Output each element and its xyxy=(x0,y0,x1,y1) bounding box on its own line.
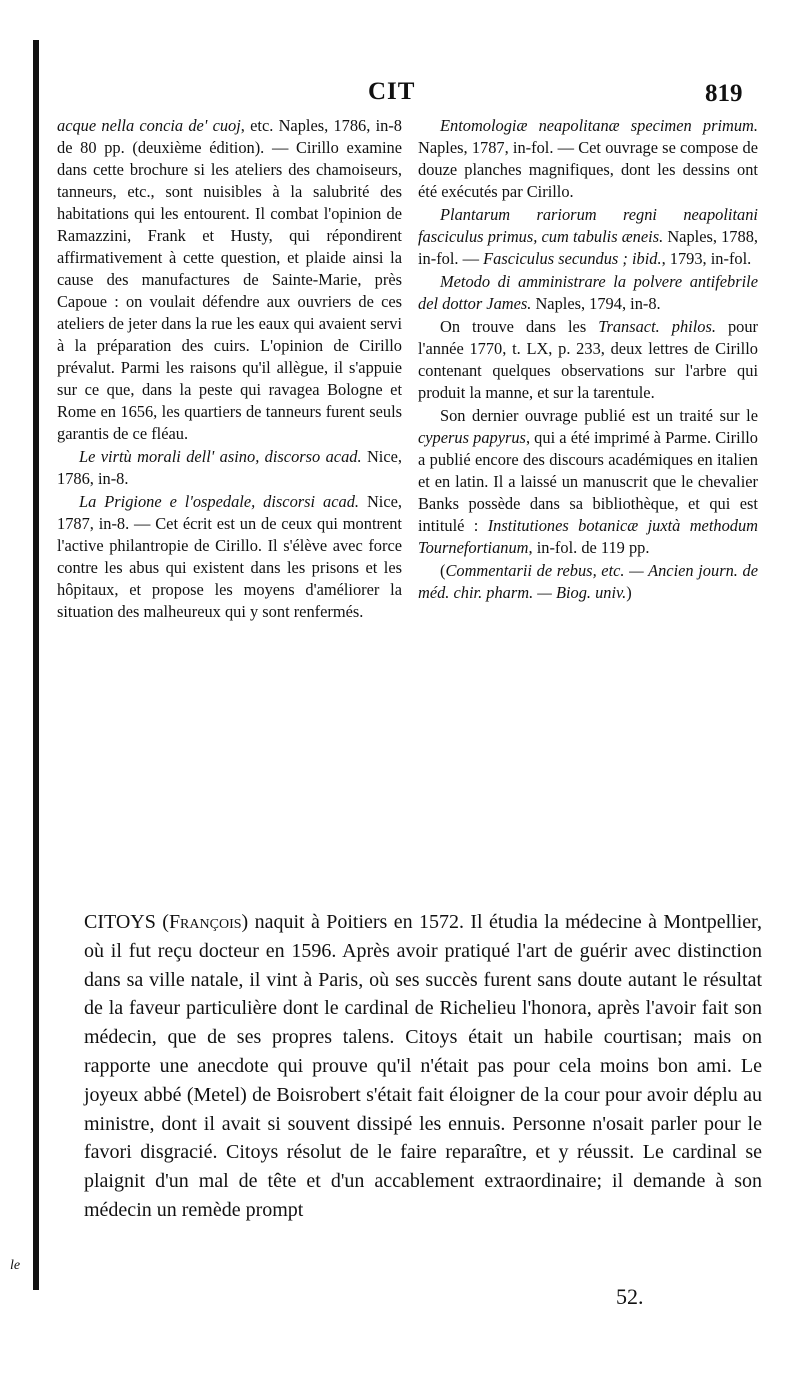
article-citoys: CITOYS (François) naquit à Poitiers en 1572. Il étudia la médecine à Montpellier, où il fut reçu docteur en 1596. Après avoir pratiqué l'art de guérir avec distinction dans sa ville natale, il vint à Paris, où ses succès furent sans doute autant le résultat de la faveur particulière dont le cardinal de Richelieu l'honora, après l'avoir fait son médecin, que de ses propres talens. Citoys était un habile courtisan; mais on rapporte une anecdote qui prouve qu'il n'était pas pour cela moins bon ami. Le joyeux abbé (Metel) de Boisrobert s'était fait éloigner de la cour pour avoir déplu au ministre, dont il avait si souvent dissipé les ennuis. Personne n'osait parler pour le favori disgracié. Citoys résolut de le faire reparaître, et y réussit. Le cardinal se plaignit d'un mal de tête et d'un accablement extraordinaire; il demande à son médecin un remède prompt xyxy=(84,911,762,1221)
entry-text: , qui a été imprimé à Parme. Cirillo a publié encore des discours académiques en italien et en latin. Il a laissé un manuscrit que le chevalier Banks possède dans sa bibliothèque, et qui est intitulé : xyxy=(418,428,758,535)
entry-text: pour l'année 1770, t. LX, p. 233, deux lettres de Cirillo contenant quelques observations sur l'arbre qui produit la manne, et sur la tarentule. xyxy=(418,317,758,402)
entry-text: Naples, 1787, in-fol. — Cet ouvrage se compose de douze planches magnifiques, dont les dessins ont été exécutés par Cirillo. xyxy=(418,138,758,201)
entry-text: , etc. Naples, 1786, in-8 de 80 pp. (deuxième édition). — Cirillo examine dans cette brochure si les ateliers des chamoiseurs, tanneurs, etc., sont nuisibles à la salubrité des habitations qui les entourent. Il combat l'opinion de Ramazzini, Frank et Husty, qui répondirent affirmativement à cette question, et plaide ainsi la cause des manufactures de Sainte-Marie, près Capoue : on voulait défendre aux ouvriers de ces ateliers de jeter dans la rue les eaux qui avaient servi à la préparation des cuirs. L'opinion de Cirillo prévalut. Parmi les raisons qu'il allègue, il s'appuie sur ce que, dans la peste qui ravagea Bologne et Rome en 1656, les quartiers de tanneurs furent seuls garantis de ce fléau. xyxy=(57,116,402,443)
entry-paragraph xyxy=(57,491,402,623)
italic-title: Fasciculus secundus ; ibid. xyxy=(483,249,662,268)
entry-paragraph xyxy=(418,271,758,315)
italic-title: Entomologiæ neapolitanæ specimen primum. xyxy=(440,116,758,135)
entry-text: , in-fol. de 119 pp. xyxy=(528,538,650,557)
running-head: CIT xyxy=(368,78,416,105)
entry-text: Son dernier ouvrage publié est un traité sur le xyxy=(440,406,758,425)
entry-paragraph xyxy=(57,446,402,490)
italic-title: Metodo di amministrare la polvere antifebrile del dottor James. xyxy=(418,272,758,313)
entry-text: Nice, 1787, in-8. — Cet écrit est un de ceux qui montrent l'active philantropie de Cirillo. Il s'élève avec force contre les abus qui existent dans les prisons et les hôpitaux, et propose les moyens d'améliorer la situation des malheureux qui y sont renfermés. xyxy=(57,492,402,621)
entry-text: Naples, 1794, in-8. xyxy=(531,294,661,313)
entry-text: ) xyxy=(626,583,632,602)
entry-paragraph xyxy=(418,560,758,604)
right-column xyxy=(418,115,758,605)
entry-text: ( xyxy=(440,561,446,580)
page-number: 819 xyxy=(705,80,743,107)
signature-mark: 52. xyxy=(616,1284,644,1309)
italic-title: Le virtù morali dell' asino, discorso acad. xyxy=(79,447,362,466)
article-firstname: François xyxy=(168,911,242,933)
italic-title: La Prigione e l'ospedale, discorsi acad. xyxy=(79,492,359,511)
left-column xyxy=(57,115,402,624)
italic-title: Commentarii de rebus, etc. — Ancien journ. de méd. chir. pharm. — Biog. univ. xyxy=(418,561,758,602)
margin-mark: le xyxy=(10,1258,21,1273)
entry-paragraph xyxy=(418,405,758,559)
article-headword: CITOYS xyxy=(84,911,156,933)
article-text: naquit à Poitiers en 1572. Il étudia la médecine à Montpellier, où il fut reçu docteur en 1596. Après avoir pratiqué l'art de guérir avec distinction dans sa ville natale, il vint à Paris, où ses succès furent sans doute autant le résultat de la faveur particulière dont le cardinal de Richelieu l'honora, après l'avoir fait son médecin, que de ses propres talens. Citoys était un habile courtisan; mais on rapporte une anecdote qui prouve qu'il n'était pas pour cela moins bon ami. Le joyeux abbé (Metel) de Boisrobert s'était fait éloigner de la cour pour avoir déplu au ministre, dont il avait si souvent dissipé les ennuis. Personne n'osait parler pour le favori disgracié. Citoys résolut de le faire reparaître, et y réussit. Le cardinal se plaignit d'un mal de tête et d'un accablement extraordinaire; il demande à son médecin un remède prompt xyxy=(84,911,762,1221)
entry-paragraph xyxy=(418,204,758,270)
italic-title: acque nella concia de' cuoj xyxy=(57,116,241,135)
italic-title: cyperus papyrus xyxy=(418,428,526,447)
italic-title: Plantarum rariorum regni neapolitani fasciculus primus, cum tabulis æneis. xyxy=(418,205,758,246)
entry-text: On trouve dans les xyxy=(440,317,599,336)
entry-text: , 1793, in-fol. xyxy=(661,249,752,268)
entry-paragraph xyxy=(57,115,402,445)
italic-title: Transact. philos. xyxy=(598,317,716,336)
entry-text: Nice, 1786, in-8. xyxy=(57,447,402,488)
entry-paragraph xyxy=(418,316,758,404)
entry-text: Naples, 1788, in-fol. — xyxy=(418,227,758,268)
binding-edge xyxy=(33,40,39,1290)
entry-paragraph xyxy=(418,115,758,203)
italic-title: Institutiones botanicæ juxtà methodum Tournefortianum xyxy=(418,516,758,557)
